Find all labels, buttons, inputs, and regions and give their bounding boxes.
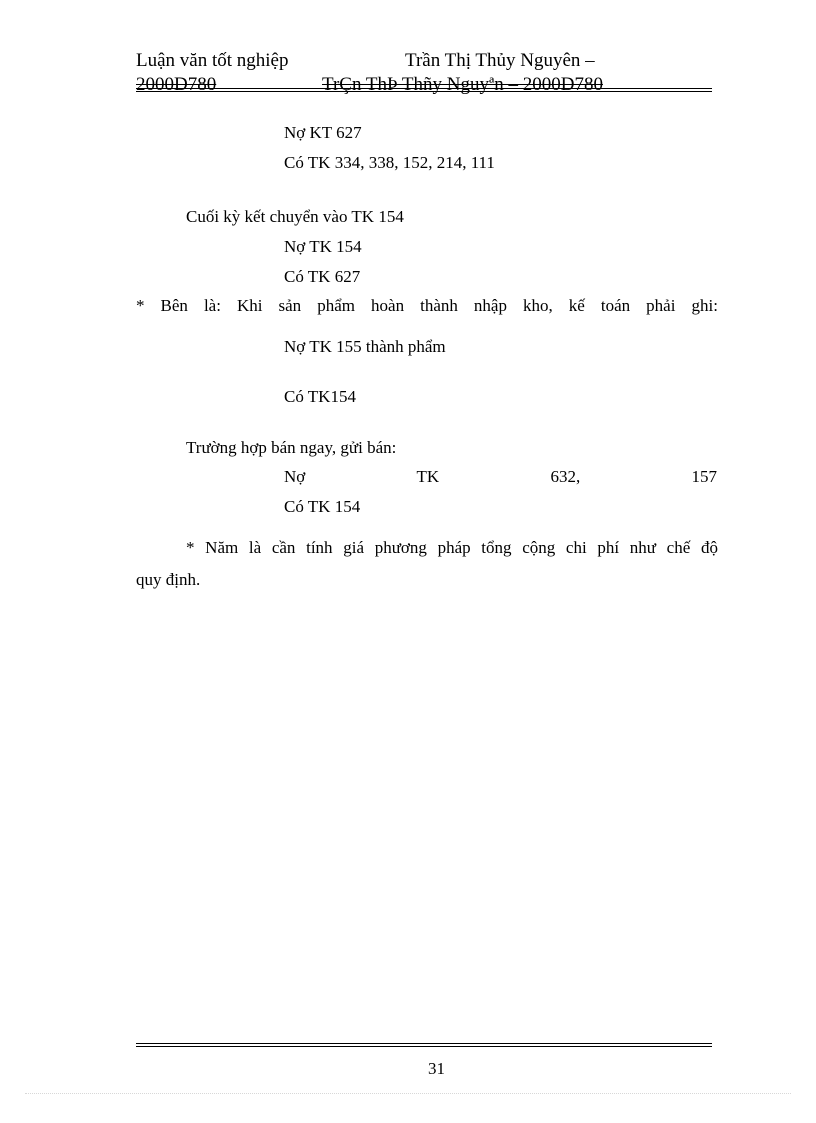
word: *	[136, 296, 145, 315]
word: nhập	[473, 296, 507, 315]
word: Bên	[160, 296, 188, 315]
word: tổng	[481, 538, 512, 557]
word: kho,	[523, 296, 553, 315]
entry-co-tk-627: Có TK 627	[284, 267, 361, 286]
page-number: 31	[428, 1059, 445, 1078]
header-rule-top	[136, 88, 712, 89]
word: kế	[568, 296, 585, 315]
word: là	[248, 538, 262, 557]
word: toán	[600, 296, 631, 315]
word: Năm	[205, 538, 239, 557]
paragraph-nam-la	[186, 538, 718, 558]
header-rule-bottom	[136, 91, 712, 92]
entry-co-tk154: Có TK154	[284, 387, 356, 406]
word: ghi:	[691, 296, 718, 315]
header-garbled-author: TrÇn ThÞ Thñy Nguyªn – 2000D780	[322, 74, 603, 95]
word: là:	[203, 296, 221, 315]
entry-no-kt-627: Nợ KT 627	[284, 123, 362, 142]
word: *	[186, 538, 195, 557]
word: TK	[416, 467, 440, 486]
header-author: Trần Thị Thủy Nguyên –	[405, 50, 595, 71]
word: phải	[646, 296, 676, 315]
word: như	[629, 538, 656, 557]
word: phẩm	[317, 296, 355, 315]
header-code: 2000D780	[136, 74, 217, 95]
word: phí	[597, 538, 620, 557]
entry-no-tk-632-157	[284, 467, 717, 487]
word: Khi	[236, 296, 263, 315]
paragraph-cuoi-ky: Cuối kỳ kết chuyển vào TK 154	[186, 207, 404, 226]
word: thành	[420, 296, 458, 315]
word: giá	[343, 538, 365, 557]
paragraph-nam-la-cont: quy định.	[136, 570, 201, 589]
entry-no-tk-154: Nợ TK 154	[284, 237, 362, 256]
word: hoàn	[371, 296, 405, 315]
word: pháp	[437, 538, 471, 557]
word: chế	[666, 538, 691, 557]
word: phương	[374, 538, 427, 557]
word: sản	[278, 296, 302, 315]
word: Nợ	[284, 467, 306, 486]
word: cộng	[522, 538, 556, 557]
word: 157	[691, 467, 717, 486]
header-thesis-label: Luận văn tốt nghiệp	[136, 50, 289, 71]
footer-rule-bottom	[136, 1046, 712, 1047]
footer-rule-top	[136, 1043, 712, 1044]
word: độ	[700, 538, 718, 557]
paragraph-ben-la	[136, 296, 718, 316]
word: cần	[271, 538, 296, 557]
page-edge-dotted-line	[25, 1093, 791, 1094]
entry-co-tk-154-final: Có TK 154	[284, 497, 361, 516]
paragraph-truong-hop: Trường hợp bán ngay, gửi bán:	[186, 438, 397, 457]
entry-co-tk-list: Có TK 334, 338, 152, 214, 111	[284, 153, 495, 172]
word: 632,	[550, 467, 581, 486]
word: chi	[565, 538, 587, 557]
entry-no-tk-155: Nợ TK 155 thành phẩm	[284, 337, 446, 356]
word: tính	[306, 538, 333, 557]
